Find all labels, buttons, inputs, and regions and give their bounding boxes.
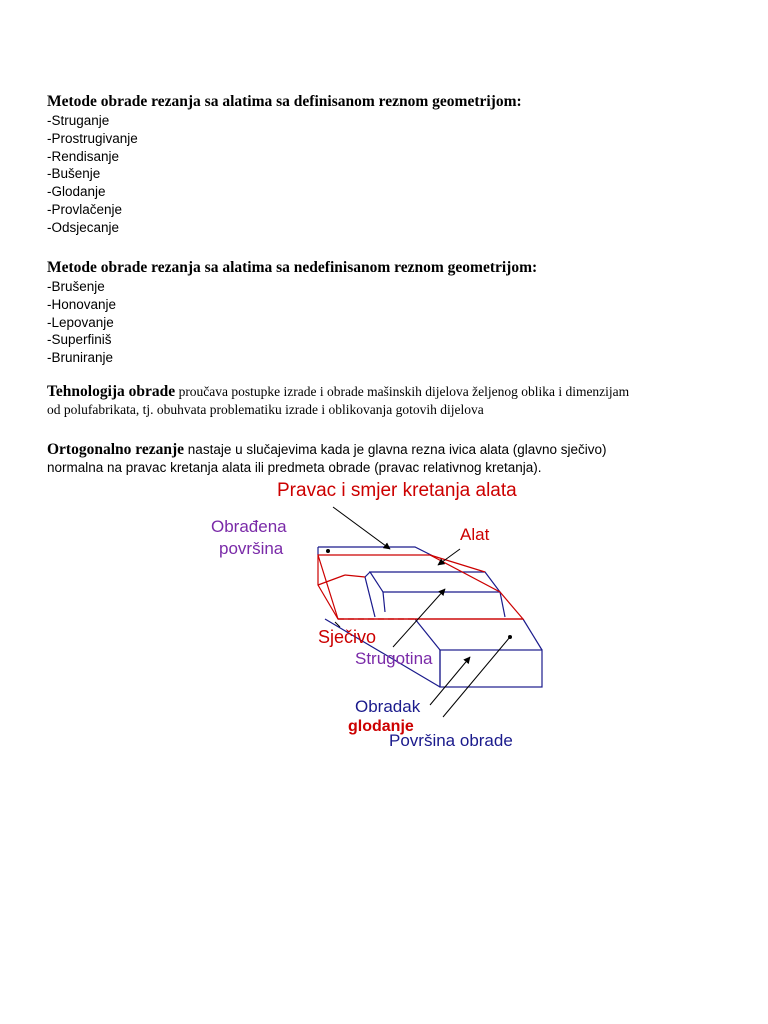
technology-text-line2: od polufabrikata, tj. obuhvata problematiku izrade i oblikovanja gotovih dijelova <box>47 402 484 417</box>
figure-title: Pravac i smjer kretanja alata <box>277 480 517 501</box>
list-item: -Superfiniš <box>47 332 112 348</box>
tool-leader <box>438 549 460 565</box>
label-workpiece: Obradak <box>355 697 421 716</box>
machined-surface-dot <box>326 549 330 553</box>
list-item: -Brušenje <box>47 279 105 294</box>
list-item: -Bruniranje <box>47 350 114 366</box>
orthogonal-text-line1: nastaje u slučajevima kada je glavna rezna ivica alata (glavno sječivo) <box>184 442 607 457</box>
chip-leader <box>393 589 445 647</box>
section-heading: Metode obrade rezanja sa alatima sa nedefinisanom reznom geometrijom: <box>47 259 538 276</box>
list-item: -Lepovanje <box>47 314 114 330</box>
surface-dot <box>508 635 512 639</box>
tool-outline <box>318 555 523 619</box>
technology-text-line1: proučava postupke izrade i obrade mašinskih dijelova željenog oblika i dimenzijam <box>175 384 630 399</box>
list-item: -Rendisanje <box>47 148 120 164</box>
orthogonal-text-line2: normalna na pravac kretanja alata ili predmeta obrade (pravac relativnog kretanja). <box>47 460 542 475</box>
workpiece-leader <box>430 657 470 705</box>
list-item: -Bušenje <box>47 166 101 182</box>
label-machined-surface-1: Obrađena <box>211 517 287 536</box>
list-item: -Struganje <box>47 113 110 128</box>
orthogonal-paragraph <box>47 441 737 477</box>
list-item: -Odsjecanje <box>47 219 120 235</box>
orthogonal-term: Ortogonalno rezanje <box>47 441 185 458</box>
label-machined-surface-2: površina <box>219 539 284 558</box>
section-heading: Metode obrade rezanja sa alatima sa definisanom reznom geometrijom: <box>47 93 522 110</box>
label-milling: glodanje <box>348 718 414 735</box>
label-machining-surface: Površina obrade <box>389 731 513 750</box>
section-defined-geometry <box>47 92 522 237</box>
list-item: -Prostrugivanje <box>47 130 138 146</box>
list-item: -Glodanje <box>47 184 106 200</box>
cutting-diagram <box>205 477 555 757</box>
label-tool: Alat <box>460 525 490 544</box>
label-chip: Strugotina <box>355 649 433 668</box>
technology-paragraph <box>47 383 737 419</box>
technology-term: Tehnologija obrade <box>47 383 176 400</box>
direction-arrow <box>333 507 390 549</box>
method-list <box>47 278 537 367</box>
label-cutting-edge: Sječivo <box>318 627 377 647</box>
section-undefined-geometry <box>47 258 537 367</box>
method-list <box>47 112 522 237</box>
list-item: -Provlačenje <box>47 201 123 217</box>
list-item: -Honovanje <box>47 296 117 312</box>
